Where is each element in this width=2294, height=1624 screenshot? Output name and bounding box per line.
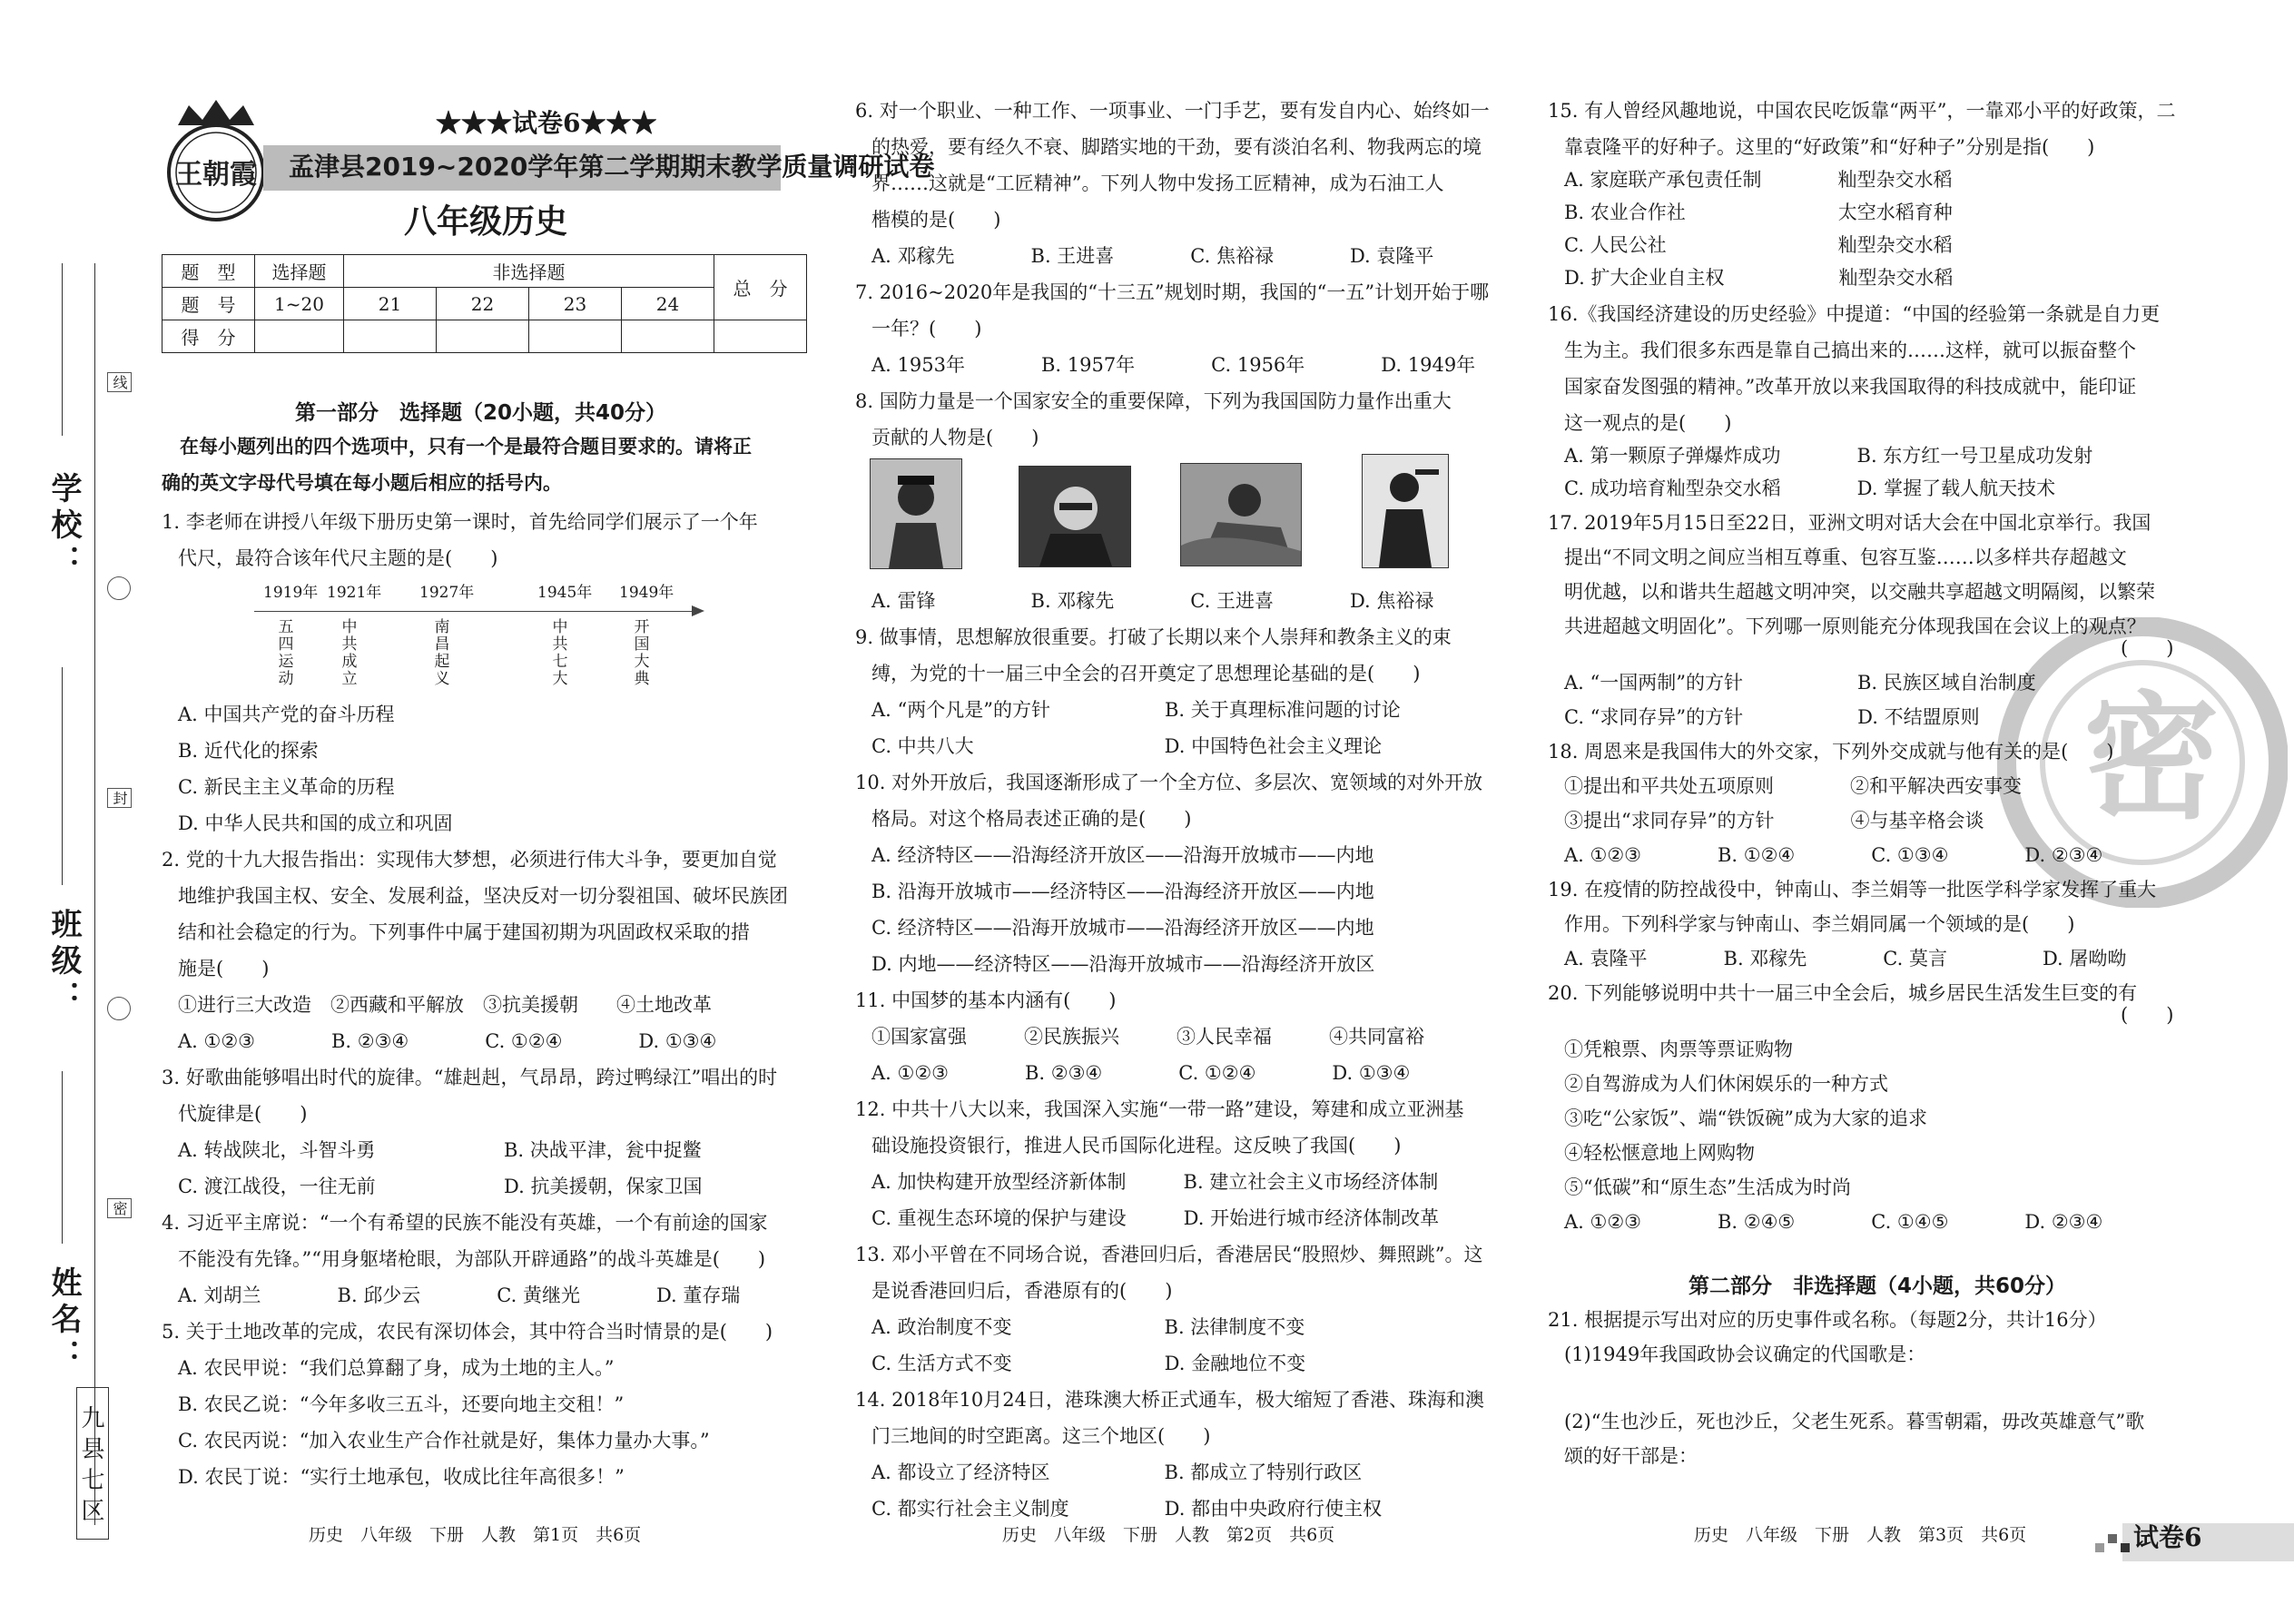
question-text: 提出“不同文明之间应当相互尊重、包容互鉴……以多样共存超越文 bbox=[1564, 546, 2127, 568]
timeline-event: 南昌起义 bbox=[434, 618, 450, 688]
question-text: 格局。对这个格局表述正确的是( ) bbox=[871, 808, 1192, 830]
question-text: 3. 好歌曲能够唱出时代的旋律。“雄赳赳，气昂昂，跨过鸭绿江”唱出的时 bbox=[162, 1067, 778, 1088]
question-text: 8. 国防力量是一个国家安全的重要保障，下列为我国国防力量作出重大 bbox=[855, 390, 1452, 412]
timeline-year: 1949年 bbox=[619, 584, 674, 602]
question-text: 5. 关于土地改革的完成，农民有深切体会，其中符合当时情景的是( ) bbox=[162, 1321, 773, 1343]
question-text: 生为主。我们很多东西是靠自己搞出来的……这样，就可以振奋整个 bbox=[1564, 340, 2136, 361]
option-text: D. 内地——经济特区——沿海开放城市——沿海经济开放区 bbox=[871, 953, 1375, 975]
option-text: A. 第一颗原子弹爆炸成功 B. 东方红一号卫星成功发射 bbox=[1564, 445, 2093, 467]
photo-lei-feng bbox=[870, 458, 962, 569]
option-text: A. 经济特区——沿海经济开放区——沿海开放城市——内地 bbox=[871, 844, 1374, 866]
question-text: 18. 周恩来是我国伟大的外交家，下列外交成就与他有关的是( ) bbox=[1548, 741, 2114, 763]
option-text: A. 1953年 B. 1957年 C. 1956年 D. 1949年 bbox=[871, 354, 1476, 376]
option-text: A. “一国两制”的方针 B. 民族区域自治制度 bbox=[1564, 672, 2036, 694]
name-fill-line bbox=[62, 1071, 63, 1244]
question-text: 的热爱，要有经久不衰、脚踏实地的干劲，要有淡泊名利、物我两忘的境 bbox=[871, 136, 1482, 158]
answer-bracket: ( ) bbox=[2121, 1004, 2174, 1026]
svg-text:王朝霞: 王朝霞 bbox=[175, 159, 257, 191]
question-text: 颂的好干部是： bbox=[1564, 1445, 1698, 1467]
option-text: ③吃“公家饭”、端“铁饭碗”成为大家的追求 bbox=[1564, 1107, 1927, 1129]
question-text: 4. 习近平主席说：“一个有希望的民族不能没有英雄，一个有前途的国家 bbox=[162, 1212, 768, 1234]
question-text: 1. 李老师在讲授八年级下册历史第一课时，首先给同学们展示了一个年 bbox=[162, 511, 758, 533]
option-text: B. 沿海开放城市——经济特区——沿海经济开放区——内地 bbox=[871, 881, 1374, 902]
option-text: A. 刘胡兰 B. 邱少云 C. 黄继光 D. 董存瑞 bbox=[178, 1284, 741, 1306]
timeline-event: 中共成立 bbox=[341, 618, 358, 688]
timeline-figure bbox=[182, 581, 726, 699]
question-text: 国家奋发图强的精神。”改革开放以来我国取得的科技成就中，能印证 bbox=[1564, 376, 2137, 398]
question-text: 10. 对外开放后，我国逐渐形成了一个全方位、多层次、宽领域的对外开放 bbox=[855, 772, 1483, 793]
timeline-event: 开国大典 bbox=[634, 618, 650, 688]
table-cell: 题 型 bbox=[162, 255, 255, 288]
page-footer: 历史 八年级 下册 人教 第1页 共6页 bbox=[309, 1525, 642, 1545]
timeline-event: 五四运动 bbox=[278, 618, 294, 688]
timeline-year: 1921年 bbox=[327, 584, 382, 602]
table-cell: 1~20 bbox=[255, 288, 344, 320]
school-label: 学校： bbox=[45, 472, 82, 581]
option-text: B. 农业合作社 太空水稻育种 bbox=[1564, 202, 1953, 223]
table-cell: 22 bbox=[437, 288, 529, 320]
question-text: 17. 2019年5月15日至22日，亚洲文明对话大会在中国北京举行。我国 bbox=[1548, 512, 2151, 534]
question-text: 13. 邓小平曾在不同场合说，香港回归后，香港居民“股照炒、舞照跳”。这 bbox=[855, 1244, 1483, 1265]
option-text: C. 农民丙说：“加入农业生产合作社就是好，集体力量办大事。” bbox=[178, 1430, 710, 1452]
score-blank[interactable] bbox=[622, 320, 714, 353]
score-blank[interactable] bbox=[344, 320, 437, 353]
table-cell: 24 bbox=[622, 288, 714, 320]
question-text: 结和社会稳定的行为。下列事件中属于建国初期为巩固政权采取的措 bbox=[178, 921, 750, 943]
question-text: 这一观点的是( ) bbox=[1564, 412, 1732, 434]
option-text: C. 生活方式不变 D. 金融地位不变 bbox=[871, 1353, 1306, 1374]
question-text: (1)1949年我国政协会议确定的代国歌是： bbox=[1564, 1343, 1926, 1365]
question-text: 共进超越文明固化”。下列哪一原则能充分体现我国在会议上的观点？ bbox=[1564, 615, 2146, 637]
binding-margin bbox=[0, 0, 145, 1624]
table-cell: 题 号 bbox=[162, 288, 255, 320]
question-text: 11. 中国梦的基本内涵有( ) bbox=[855, 989, 1117, 1011]
option-text: A. 加快构建开放型经济新体制 B. 建立社会主义市场经济体制 bbox=[871, 1171, 1439, 1193]
photo-wang-jinxi bbox=[1180, 463, 1302, 566]
option-text: A. ①②③ B. ②④⑤ C. ①④⑤ D. ②③④ bbox=[1564, 1211, 2103, 1233]
option-text: D. 中华人民共和国的成立和巩固 bbox=[178, 812, 453, 834]
option-text: D. 扩大企业自主权 籼型杂交水稻 bbox=[1564, 267, 1954, 289]
class-label: 班级： bbox=[45, 908, 82, 1017]
question-text: 础设施投资银行，推进人民币国际化进程。这反映了我国( ) bbox=[871, 1135, 1402, 1156]
option-text: C. 重视生态环境的保护与建设 D. 开始进行城市经济体制改革 bbox=[871, 1207, 1440, 1229]
option-text: D. 农民丁说：“实行土地承包，收成比往年高很多！” bbox=[178, 1466, 625, 1488]
option-text: B. 农民乙说：“今年多收三五斗，还要向地主交租！” bbox=[178, 1393, 625, 1415]
table-cell: 总 分 bbox=[714, 255, 807, 320]
option-text: A. 中国共产党的奋斗历程 bbox=[178, 704, 395, 725]
corner-badge: 试卷6 bbox=[2133, 1522, 2202, 1552]
question-text: 楷模的是( ) bbox=[871, 209, 1001, 231]
answer-bracket: ( ) bbox=[2121, 637, 2174, 659]
photo-deng-jiaxian bbox=[1019, 466, 1131, 567]
photo-jiao-yulu bbox=[1362, 454, 1449, 568]
question-text: 不能没有先锋。”“用身躯堵枪眼，为部队开辟通路”的战斗英雄是( ) bbox=[178, 1248, 766, 1270]
option-text: C. 新民主主义革命的历程 bbox=[178, 776, 395, 798]
region-label: 九县七区 bbox=[76, 1387, 109, 1540]
option-text: C. 都实行社会主义制度 D. 都由中央政府行使主权 bbox=[871, 1498, 1383, 1520]
exam-title: 孟津县2019~2020学年第二学期期末教学质量调研试卷 bbox=[289, 152, 935, 182]
timeline-year: 1927年 bbox=[419, 584, 475, 602]
question-text: 代旋律是( ) bbox=[178, 1103, 308, 1125]
option-text: ②自驾游成为人们休闲娱乐的一种方式 bbox=[1564, 1073, 1888, 1095]
page-footer: 历史 八年级 下册 人教 第3页 共6页 bbox=[1694, 1525, 2027, 1545]
question-text: 施是( ) bbox=[178, 958, 270, 979]
question-text: 一年？( ) bbox=[871, 318, 982, 340]
question-text: 明优越，以和谐共生超越文明冲突，以交融共享超越文明隔阂，以繁荣 bbox=[1564, 581, 2155, 603]
table-cell: 得 分 bbox=[162, 320, 255, 353]
subject-title: 八年级历史 bbox=[404, 202, 568, 241]
score-blank[interactable] bbox=[714, 320, 807, 353]
class-fill-line bbox=[62, 667, 63, 885]
option-text: B. 决战平津，瓮中捉鳖 bbox=[504, 1139, 702, 1161]
part1-instruction: 在每小题列出的四个选项中，只有一个是最符合题目要求的。请将正 bbox=[180, 436, 752, 458]
table-cell: 23 bbox=[529, 288, 622, 320]
question-text: 12. 中共十八大以来，我国深入实施“一带一路”建设，筹建和成立亚洲基 bbox=[855, 1098, 1464, 1120]
margin-cut-line bbox=[94, 263, 95, 1525]
exam-badge-title: ★★★试卷6★★★ bbox=[436, 108, 657, 138]
question-text: 9. 做事情，思想解放很重要。打破了长期以来个人崇拜和教条主义的束 bbox=[855, 626, 1452, 648]
option-text: A. 邓稼先 B. 王进喜 C. 焦裕禄 D. 袁隆平 bbox=[871, 245, 1434, 267]
option-text: ⑤“低碳”和“原生态”生活成为时尚 bbox=[1564, 1176, 1851, 1198]
question-text: 靠袁隆平的好种子。这里的“好政策”和“好种子”分别是指( ) bbox=[1564, 136, 2095, 158]
question-text: 2. 党的十九大报告指出：实现伟大梦想，必须进行伟大斗争，要更加自觉 bbox=[162, 849, 777, 871]
option-text: A. ①②③ B. ①②④ C. ①③④ D. ②③④ bbox=[1564, 844, 2103, 866]
option-text: ①进行三大改造 ②西藏和平解放 ③抗美援朝 ④土地改革 bbox=[178, 994, 712, 1016]
question-text: 地维护我国主权、安全、发展利益，坚决反对一切分裂祖国、破坏民族团 bbox=[178, 885, 788, 907]
option-text: A. 政治制度不变 B. 法律制度不变 bbox=[871, 1316, 1305, 1338]
question-text: 14. 2018年10月24日，港珠澳大桥正式通车，极大缩短了香港、珠海和澳 bbox=[855, 1389, 1484, 1411]
question-text: 作用。下列科学家与钟南山、李兰娟同属一个领域的是( ) bbox=[1564, 913, 2075, 935]
timeline-year: 1919年 bbox=[263, 584, 319, 602]
option-text: C. 渡江战役，一往无前 bbox=[178, 1176, 376, 1197]
question-text: 16.《我国经济建设的历史经验》中提道：“中国的经验第一条就是自力更 bbox=[1548, 303, 2161, 325]
question-text: 是说香港回归后，香港原有的( ) bbox=[871, 1280, 1173, 1302]
part1-title: 第一部分 选择题（20小题，共40分） bbox=[295, 401, 667, 425]
question-text: 7. 2016~2020年是我国的“十三五”规划时期，我国的“一五”计划开始于哪 bbox=[855, 281, 1490, 303]
option-text: A. “两个凡是”的方针 B. 关于真理标准问题的讨论 bbox=[871, 699, 1401, 721]
table-cell: 选择题 bbox=[255, 255, 344, 288]
question-text: 贡献的人物是( ) bbox=[871, 427, 1039, 448]
option-text: A. 都设立了经济特区 B. 都成立了特别行政区 bbox=[871, 1462, 1363, 1483]
seal-circle bbox=[107, 576, 131, 600]
option-text: C. 经济特区——沿海开放城市——沿海经济开放区——内地 bbox=[871, 917, 1374, 939]
option-text: ①凭粮票、肉票等票证购物 bbox=[1564, 1038, 1793, 1060]
table-cell: 非选择题 bbox=[344, 255, 714, 288]
option-text: A. ①②③ B. ②③④ C. ①②④ D. ①③④ bbox=[871, 1062, 1411, 1084]
option-text: C. “求同存异”的方针 D. 不结盟原则 bbox=[1564, 706, 1980, 728]
option-text: A. 转战陕北，斗智斗勇 bbox=[178, 1139, 376, 1161]
mark-line-text: 线 bbox=[107, 372, 132, 392]
option-text: C. 中共八大 D. 中国特色社会主义理论 bbox=[871, 735, 1383, 757]
option-text: ①提出和平共处五项原则 ②和平解决西安事变 bbox=[1564, 775, 2022, 797]
question-text: (2)“生也沙丘，死也沙丘，父老生死系。暮雪朝霜，毋改英雄意气”歌 bbox=[1564, 1411, 2145, 1432]
option-text: A. ①②③ B. ②③④ C. ①②④ D. ①③④ bbox=[178, 1030, 717, 1052]
option-text: B. 近代化的探索 bbox=[178, 740, 319, 762]
timeline-event: 中共七大 bbox=[552, 618, 568, 688]
timeline-axis bbox=[254, 611, 699, 612]
question-text: 界……这就是“工匠精神”。下列人物中发扬工匠精神，成为石油工人 bbox=[871, 172, 1444, 194]
score-blank[interactable] bbox=[437, 320, 529, 353]
seal-circle bbox=[107, 997, 131, 1020]
option-text: C. 成功培育籼型杂交水稻 D. 掌握了载人航天技术 bbox=[1564, 477, 2056, 499]
option-text: D. 抗美援朝，保家卫国 bbox=[504, 1176, 703, 1197]
option-text: ④轻松惬意地上网购物 bbox=[1564, 1142, 1755, 1164]
decor-squares-icon bbox=[2095, 1529, 2132, 1556]
question-text: 20. 下列能够说明中共十一届三中全会后，城乡居民生活发生巨变的有 bbox=[1548, 982, 2138, 1004]
part1-instruction: 确的英文字母代号填在每小题后相应的括号内。 bbox=[162, 472, 562, 494]
question-text: 19. 在疫情的防控战役中，钟南山、李兰娟等一批医学科学家发挥了重大 bbox=[1548, 879, 2157, 901]
option-text: ①国家富强 ②民族振兴 ③人民幸福 ④共同富裕 bbox=[871, 1026, 1424, 1048]
option-text: A. 家庭联产承包责任制 籼型杂交水稻 bbox=[1564, 169, 1953, 191]
question-text: 代尺，最符合该年代尺主题的是( ) bbox=[178, 547, 498, 569]
question-text: 21. 根据提示写出对应的历史事件或名称。（每题2分，共计16分） bbox=[1548, 1309, 2107, 1331]
option-text: C. 人民公社 籼型杂交水稻 bbox=[1564, 234, 1953, 256]
option-text: A. 雷锋 B. 邓稼先 C. 王进喜 D. 焦裕禄 bbox=[871, 590, 1434, 612]
table-cell: 21 bbox=[344, 288, 437, 320]
question-text: 6. 对一个职业、一种工作、一项事业、一门手艺，要有发自内心、始终如一 bbox=[855, 100, 1490, 122]
mark-seal-text: 封 bbox=[107, 788, 132, 808]
school-fill-line bbox=[62, 263, 63, 436]
question-text: 缚，为党的十一届三中全会的召开奠定了思想理论基础的是( ) bbox=[871, 663, 1421, 684]
question-text: 15. 有人曾经风趣地说，中国农民吃饭靠“两平”，一靠邓小平的好政策，二 bbox=[1548, 100, 2176, 122]
timeline-year: 1945年 bbox=[537, 584, 593, 602]
question-text: 门三地间的时空距离。这三个地区( ) bbox=[871, 1425, 1211, 1447]
option-text: A. 农民甲说：“我们总算翻了身，成为土地的主人。” bbox=[178, 1357, 615, 1379]
publisher-logo bbox=[162, 98, 271, 221]
score-blank[interactable] bbox=[255, 320, 344, 353]
option-text: ③提出“求同存异”的方针 ④与基辛格会谈 bbox=[1564, 810, 1984, 832]
page-footer: 历史 八年级 下册 人教 第2页 共6页 bbox=[1002, 1525, 1335, 1545]
name-label: 姓名： bbox=[45, 1266, 82, 1375]
score-table bbox=[162, 254, 807, 353]
score-blank[interactable] bbox=[529, 320, 622, 353]
option-text: A. 袁隆平 B. 邓稼先 C. 莫言 D. 屠呦呦 bbox=[1564, 948, 2127, 969]
watermark-text: 密 bbox=[2083, 678, 2220, 838]
mark-secret-text: 密 bbox=[107, 1198, 132, 1218]
part2-title: 第二部分 非选择题（4小题，共60分） bbox=[1689, 1275, 2067, 1298]
